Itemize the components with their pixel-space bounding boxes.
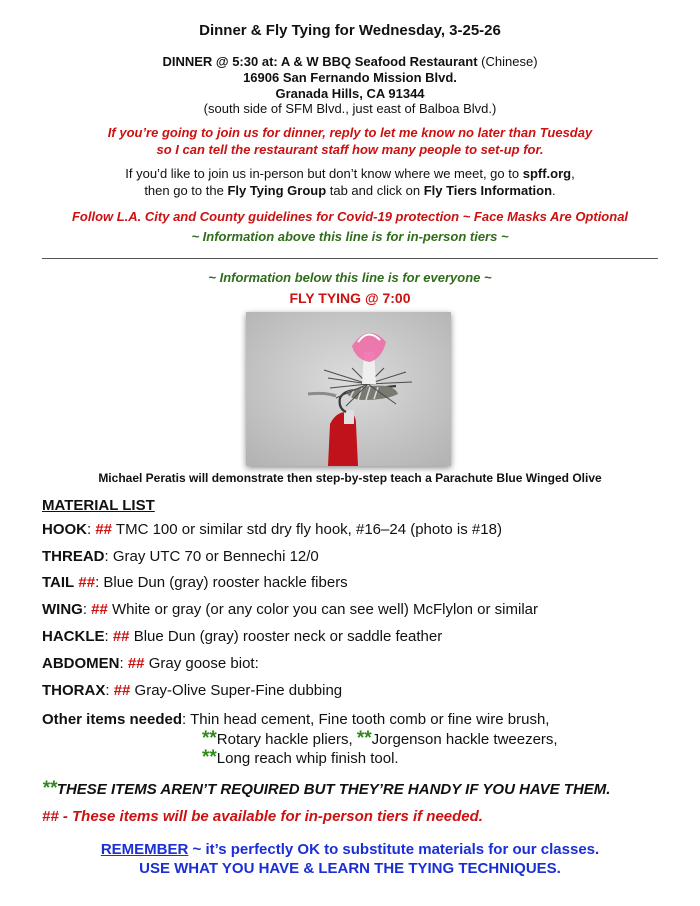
- material-text: Gray goose biot:: [144, 655, 259, 672]
- photo-caption: Michael Peratis will demonstrate then step-by-step teach a Parachute Blue Winged Olive: [98, 471, 602, 485]
- available-marker: ##: [91, 601, 108, 618]
- material-text: Gray-Olive Super-Fine dubbing: [130, 682, 343, 699]
- material-list-heading: MATERIAL LIST: [42, 497, 155, 514]
- available-marker: ##: [78, 574, 96, 591]
- in-person-comma: ,: [571, 166, 575, 181]
- other-items-line3: [202, 747, 399, 769]
- material-text: : Blue Dun (gray) rooster hackle fibers: [95, 574, 348, 591]
- optional-marker: **: [202, 728, 217, 749]
- colon: :: [104, 628, 113, 645]
- in-person-info-line1: [0, 166, 700, 181]
- page-title: Dinner & Fly Tying for Wednesday, 3-25-26: [199, 22, 501, 39]
- available-marker: ##: [42, 808, 59, 825]
- dinner-venue: [0, 54, 700, 69]
- material-label: HACKLE: [42, 628, 105, 645]
- remember-line2: USE WHAT YOU HAVE & LEARN THE TYING TECHNIQUES.: [139, 860, 561, 877]
- material-hackle: [42, 628, 442, 645]
- fly-illustration: [246, 312, 451, 466]
- covid-notice: Follow L.A. City and County guidelines for Covid-19 protection ~ Face Masks Are Optional: [71, 209, 629, 224]
- dinner-address-city: Granada Hills, CA 91344: [275, 86, 425, 101]
- in-person-text-2: then go to the: [144, 183, 228, 198]
- in-person-text: If you’d like to join us in-person but don’t know where we meet, go to: [125, 166, 523, 181]
- material-text: White or gray (or any color you can see well) McFlylon or similar: [107, 601, 538, 618]
- divider-line: [42, 258, 658, 259]
- fly-tiers-information-link: Fly Tiers Information: [423, 183, 553, 198]
- material-label: HOOK: [42, 521, 87, 538]
- fly-photo: [246, 312, 451, 466]
- material-label: TAIL: [42, 574, 75, 591]
- remember-text: ~ it’s perfectly OK to substitute materials for our classes.: [188, 841, 600, 858]
- material-label: THREAD: [42, 548, 105, 565]
- colon: :: [105, 682, 114, 699]
- material-text: Blue Dun (gray) rooster neck or saddle feather: [129, 628, 443, 645]
- dinner-cuisine: (Chinese): [477, 54, 538, 69]
- other-items-text: Rotary hackle pliers,: [216, 731, 357, 748]
- material-wing: [42, 601, 538, 618]
- optional-marker: **: [202, 747, 217, 768]
- available-items-note: [42, 808, 483, 825]
- other-items-line1: : Thin head cement, Fine tooth comb or fine wire brush,: [182, 711, 550, 728]
- material-tail: [42, 574, 348, 591]
- available-marker: ##: [113, 682, 131, 699]
- material-text: : Gray UTC 70 or Bennechi 12/0: [104, 548, 319, 565]
- available-marker: ##: [127, 655, 145, 672]
- in-person-period: .: [552, 183, 556, 198]
- other-items-text: Jorgenson hackle tweezers,: [371, 731, 558, 748]
- material-abdomen: [42, 655, 259, 672]
- other-items-text: Long reach whip finish tool.: [216, 750, 399, 767]
- material-thorax: [42, 682, 342, 699]
- available-marker: ##: [112, 628, 130, 645]
- optional-items-text: THESE ITEMS AREN’T REQUIRED BUT THEY’RE HANDY IF YOU HAVE THEM.: [56, 781, 611, 798]
- reply-notice-line2: so I can tell the restaurant staff how many people to set-up for.: [156, 142, 544, 157]
- material-label: ABDOMEN: [42, 655, 120, 672]
- fly-tying-group-tab: Fly Tying Group: [227, 183, 327, 198]
- material-text: TMC 100 or similar std dry fly hook, #16–24 (photo is #18): [112, 521, 502, 538]
- colon: :: [87, 521, 96, 538]
- available-items-text: - These items will be available for in-person tiers if needed.: [58, 808, 483, 825]
- dinner-address-street: 16906 San Fernando Mission Blvd.: [243, 70, 457, 85]
- reply-notice-line1: If you’re going to join us for dinner, reply to let me know no later than Tuesday: [107, 125, 593, 140]
- dinner-location-note: (south side of SFM Blvd., just east of Balboa Blvd.): [203, 101, 497, 116]
- optional-marker: **: [42, 778, 57, 799]
- material-thread: [42, 548, 319, 565]
- optional-marker: **: [356, 728, 372, 749]
- material-label: THORAX: [42, 682, 106, 699]
- below-line-note: ~ Information below this line is for everyone ~: [208, 270, 492, 285]
- material-label: WING: [42, 601, 83, 618]
- in-person-info-line2: [0, 183, 700, 198]
- colon: :: [82, 601, 92, 618]
- remember-word: REMEMBER: [100, 841, 189, 858]
- fly-tying-heading: FLY TYING @ 7:00: [289, 290, 411, 306]
- dinner-venue-name: DINNER @ 5:30 at: A & W BBQ Seafood Restaurant: [162, 54, 478, 69]
- colon: :: [119, 655, 128, 672]
- spff-link[interactable]: spff.org: [522, 166, 572, 181]
- material-hook: [42, 521, 502, 538]
- in-person-text-3: tab and click on: [326, 183, 424, 198]
- other-items: [42, 711, 549, 729]
- available-marker: ##: [95, 521, 113, 538]
- optional-items-note: [42, 778, 610, 800]
- remember-line1: [0, 841, 700, 858]
- above-line-note: ~ Information above this line is for in-person tiers ~: [191, 229, 509, 244]
- other-items-label: Other items needed: [42, 711, 183, 728]
